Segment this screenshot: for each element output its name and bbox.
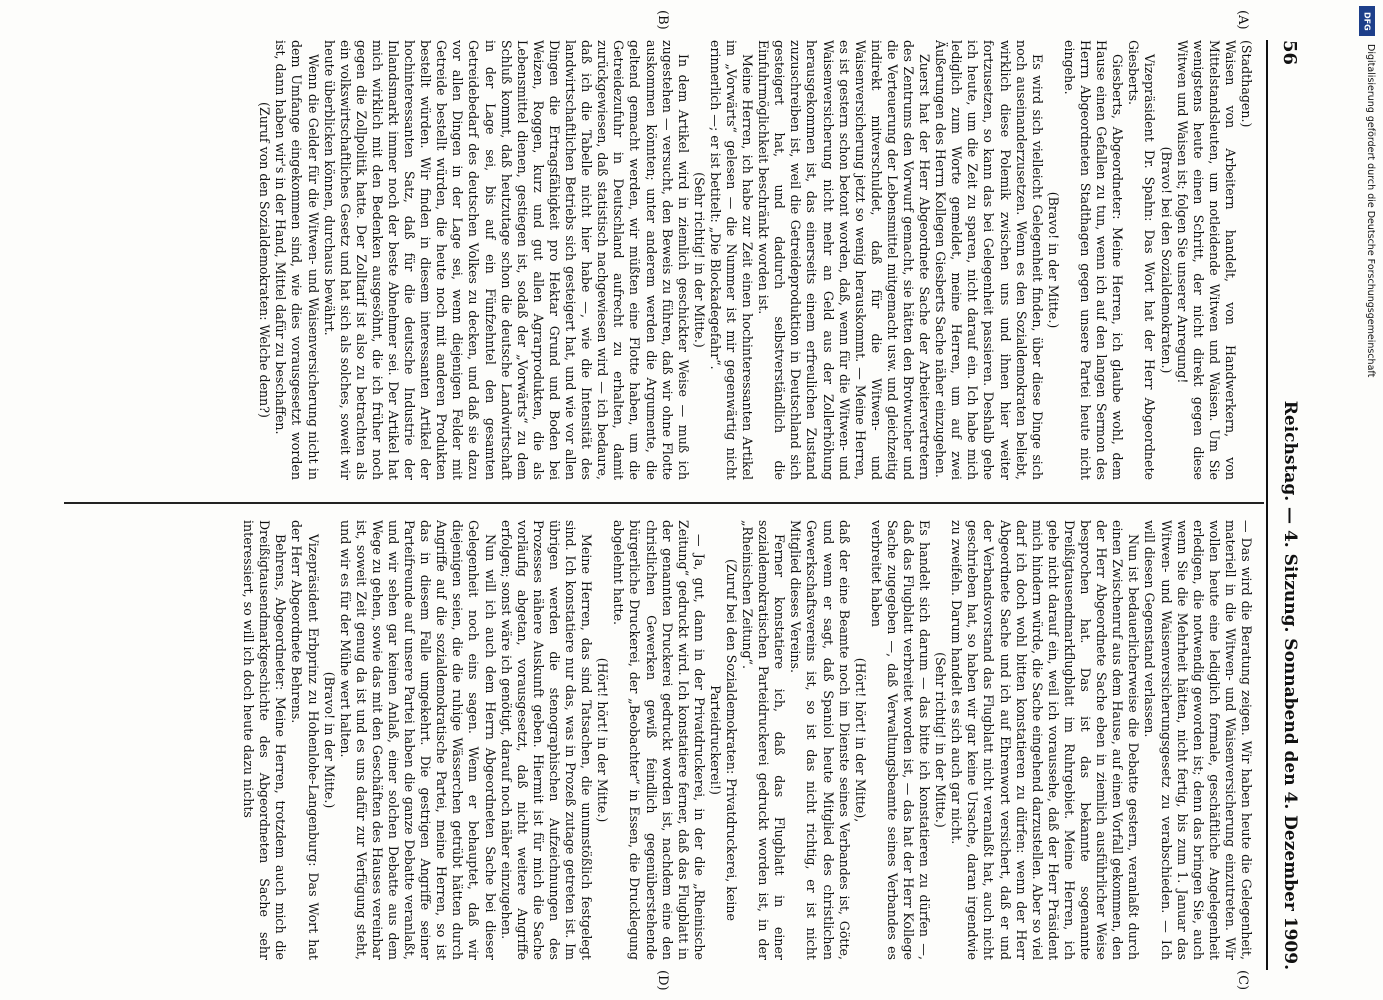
dfg-logo: DFG [1359,6,1375,36]
right-paragraph: Vizepräsident Erbprinz zu Hohenlohe-Langenburg: Das Wort hat der Herr Abgeordnete Behrens. [289,520,321,960]
left-paragraph: Vizepräsident Dr. Spahn: Das Wort hat der Herr Abgeordnete Giesberts. [1126,40,1158,480]
left-paragraph: Es wird sich vielleicht Gelegenheit finden, über diese Dinge sich noch auseinanderzusetzen. Wenn es den Sozialdemokraten beliebt, wirklich diese Polemik zwischen uns und ihnen hier weiter fortzusetzen, so kann das bei Gelegenheit passieren. Deshalb gehe ich heute, um die Zeit zu sparen, nicht darauf ein. Ich habe mich lediglich zum Worte gemeldet, meine Herren, um auf zwei Äußerungen des Herrn Kollegen Giesberts Sache näher einzugehen. [933,40,1045,480]
right-text-column [64,520,1254,960]
right-paragraph: Behrens, Abgeordneter: Meine Herren, trotzdem auch mich die Dreißigtausendmarkgeschichte des Abgeordneten Sache sehr interessiert, so will ich doch heute dazu nichts [241,520,289,960]
left-paragraph: (Zuruf von den Sozialdemokraten: Welche denn?) [257,102,273,418]
margin-letter-b: (B) [655,10,670,30]
right-paragraph: (Hört! hört! in der Mitte), [852,657,868,823]
margin-letter-a: (A) [1235,10,1250,30]
left-paragraph: Meine Herren, ich habe zur Zeit einen hochinteressanten Artikel im „Vorwärts“ gelesen — die Nummer ist mir gegenwärtig nicht erinnerlich —; er ist betitelt: „Die Blockadegefahr“. [707,40,756,480]
left-paragraph: (Bravo! in der Mitte.) [1045,191,1061,329]
right-paragraph: Es handelt sich darum — das bitte ich konstatieren zu dürfen —, daß das Flugblatt verbreitet worden ist, — das hat der Herr Kollege Sache zugegeben —, daß Verwaltungsbeamte seines Verbandes es verbreitet haben [868,520,933,960]
header-rule [1266,40,1268,970]
page-number: 56 [1279,40,1301,66]
right-paragraph: Ferner konstatiere ich, daß das Flugblatt in einer sozialdemokratischen Parteidruckerei gedruckt worden ist, in der „Rheinischen Zeitung“. [740,520,788,960]
digitization-strip [1356,0,1382,1000]
column-divider [64,502,1264,504]
right-paragraph: Nun will ich auch dem Herrn Abgeordneten Sache bei dieser Gelegenheit noch eins sagen. Wenn er behauptet, daß wir diejenigen seien, die die ruhige Wässerchen getrübt hätten durch Angriffe auf die sozialdemokratische Partei, meine Herren, so ist das in diesem Falle umgekehrt. Die gestrigen Angriffe seiner Parteifreunde auf unsere Partei haben die ganze Debatte veranlaßt, und wir sehen gar keinen Anlaß, einer solchen Debatte aus dem Wege zu gehen, sowie das mit den Geschäften des Hauses vereinbar ist, soweit Zeit genug da ist und es uns dafür zur Verfügung steht, und wir es für der Mühe wert halten. [337,520,498,960]
margin-letter-d: (D) [655,970,670,991]
digitization-note: Digitalisierung gefördert durch die Deutsche Forschungsgemeinschaft [1365,44,1376,378]
right-paragraph: (Sehr richtig! in der Mitte.) [933,652,949,828]
left-paragraph: (Bravo! bei den Sozialdemokraten.) [1158,146,1174,374]
left-paragraph: Wenn die Gelder für die Witwen- und Waisenversicherung nicht in dem Umfange eingekommen sind, wie dies vorausgesetzt worden ist, dann haben wir's in der Hand, Mittel dafür zu beschaffen. [273,40,321,480]
left-paragraph: (Stadthagen.) [1239,40,1254,128]
margin-letter-c: (C) [1235,970,1250,991]
page-header [1270,40,1310,970]
right-paragraph: (Zuruf bei den Sozialdemokraten: Privatdruckerei, keine Parteidruckerei!) [707,559,739,921]
right-paragraph: Meine Herren, das sind Tatsachen, die unumstößlich festgelegt sind. Ich konstatiere nur das, was in Prozeß zutage getreten ist. Im übrigen werden die stenographischen Aufzeichnungen des Prozesses nähere Auskunft geben. Hiermit ist für mich die Sache vorläufig abgetan, vorausgesetzt, daß nicht weitere Angriffe erfolgen; sonst wäre ich genötigt, darauf noch näher einzugehen. [498,520,595,960]
left-paragraph: (Sehr richtig! in der Mitte.) [691,172,707,348]
right-paragraph: (Bravo! in der Mitte.) [321,671,337,809]
running-title: Reichstag. — 4. Sitzung. Sonnabend den 4. Dezember 1909. [1280,400,1300,970]
left-paragraph: Waisen von Arbeitern handelt, von Handwerkern, von Mittelstandsleuten, um notleidende Witwen und Waisen. Um Sie wenigstens heute einen Schritt, der nicht direkt gegen diese Witwen und Waisen ist; folgen Sie unserer Anregung! [1174,40,1238,480]
left-paragraph: In dem Artikel wird in ziemlich geschickter Weise — muß ich zugestehen — versucht, den Beweis zu führen, daß wir ohne Flotte auskommen könnten; unter anderem werden die Argumente, die geltend gemacht werden, wir müßten eine Flotte haben, um die Getreidezufuhr in Deutschland aufrecht zu erhalten, damit zurückgewiesen, daß statistisch nachgewiesen wird — ich bedaure, daß ich die Tabelle nicht hier habe —, wie die Intensität des landwirtschaftlichen Betriebs sich gesteigert hat, und wie vor allen Dingen die Ertragsfähigkeit pro Hektar Grund und Boden bei Weizen, Roggen, kurz und gut allen Agrarprodukten, die als Lebensmittel dienen, gestiegen ist, sodaß der „Vorwärts“ zu dem Schluß kommt, daß heutzutage schon die deutsche Landwirtschaft in der Lage sei, bis auf ein Fünfzehntel den gesamten Getreidebedarf des deutschen Volkes zu decken, und daß sie dazu vor allen Dingen in der Lage sei, wenn diejenigen Felder mit Getreide bestellt würden, die heute noch mit anderen Produkten bestellt würden. Wir finden in diesem interessanten Artikel der hochinteressanten Satz, daß für die deutsche Industrie der Inlandsmarkt immer noch der beste Abnehmer sei. Der Artikel hat mich wirklich mit den Bedenken ausgesöhnt, die ich früher noch gegen die Zollpolitik hatte. Der Zolltarif ist also zu betrachten als ein volkswirtschaftliches Gesetz und hat sich als solches, soweit wir heute überblicken können, durchaus bewährt. [321,40,691,480]
right-paragraph: — Ja, gut, dann in der Privatdruckerei, in der die „Rheinische Zeitung“ gedruckt wird. Ich konstatiere ferner, daß das Flugblatt in der genannten Druckerei gedruckt worden ist, nachdem eine den christlichen Gewerken gewiß feindlich gegenüberstehende bürgerliche Druckerei, der „Beobachter“ in Essen, die Drucklegung abgelehnt hatte. [611,520,707,960]
left-paragraph: Giesberts, Abgeordneter: Meine Herren, ich glaube wohl, dem Hause einen Gefallen zu tun, wenn ich auf den langen Sermon des Herrn Abgeordneten Stadthagen gegen unsere Partei heute nicht eingehe. [1061,40,1126,480]
left-paragraph: Zuerst hat der Herr Abgeordnete Sache der Arbeitervertretern des Zentrums den Vorwurf gemacht, sie hätten den Brotwucher und die Verteuerung der Lebensmittel mitgemacht usw. und gleichzeitig indirekt mitverschuldet, daß für die Witwen- und Waisenversicherung jetzt so wenig herauskommt. — Meine Herren, es ist gestern schon betont worden, daß, wenn für die Witwen- und Waisenversicherung nicht mehr an Geld aus der Zollerhöhung herausgekommen ist, das einerseits einem erfreulichen Zustand zuzuschreiben ist, weil die Getreideproduktion in Deutschland sich gesteigert hat, und dadurch selbstverständlich die Einfuhrmöglichkeit beschränkt worden ist. [756,40,933,480]
left-text-column [64,40,1254,480]
right-paragraph: — Das wird die Beratung zeigen. Wir haben heute die Gelegenheit, materiell in die Witwen- und Waisenversicherung einzutreten. Wir wollen heute eine lediglich formale, geschäftliche Angelegenheit erledigen, die notwendig geworden ist; denn das bringen Sie, auch wenn Sie die Mehrheit hätten, nicht fertig, bis zum 1. Januar das Witwen- und Waisenversicherungsgesetz zu verabschieden. — Ich will diesen Gegenstand verlassen. [1142,520,1254,960]
rotated-page-content [60,10,1310,991]
right-paragraph: Nun ist bedauerlicherweise die Debatte gestern, veranlaßt durch einen Zwischenruf aus dem Hause, auf einen Vorfall gekommen, den der Herr Abgeordnete Sache eben in ziemlich ausführlicher Weise besprochen hat. Das ist das bekannte sogenannte Dreißigtausendmarkflugblatt im Ruhrgebiet. Meine Herren, ich gehe nicht darauf ein, weil ich voraussehe, daß der Herr Präsident mich hindern würde, die Sache eingehend darzustellen. Aber so viel darf ich doch wohl bitten konstatieren zu dürfen: wenn der Herr Abgeordnete Sache und ich auf Ehrenwort versichert, daß er und der Verbandsvorstand das Flugblatt nicht veranlaßt hat, auch nicht geschrieben hat, so haben wir gar keine Ursache, daran irgendwie zu zweifeln. Darum handelt es sich auch gar nicht. [949,520,1142,960]
right-paragraph: (Hört! hört! in der Mitte.) [595,657,611,823]
right-paragraph: daß der eine Beamte noch im Dienste seines Verbandes ist, Götte, und wenn er sagt, daß Spaniol heute Mitglied des christlichen Gewerkschaftsvereins ist, so ist das nicht richtig, er ist nicht Mitglied dieses Vereins. [788,520,852,960]
